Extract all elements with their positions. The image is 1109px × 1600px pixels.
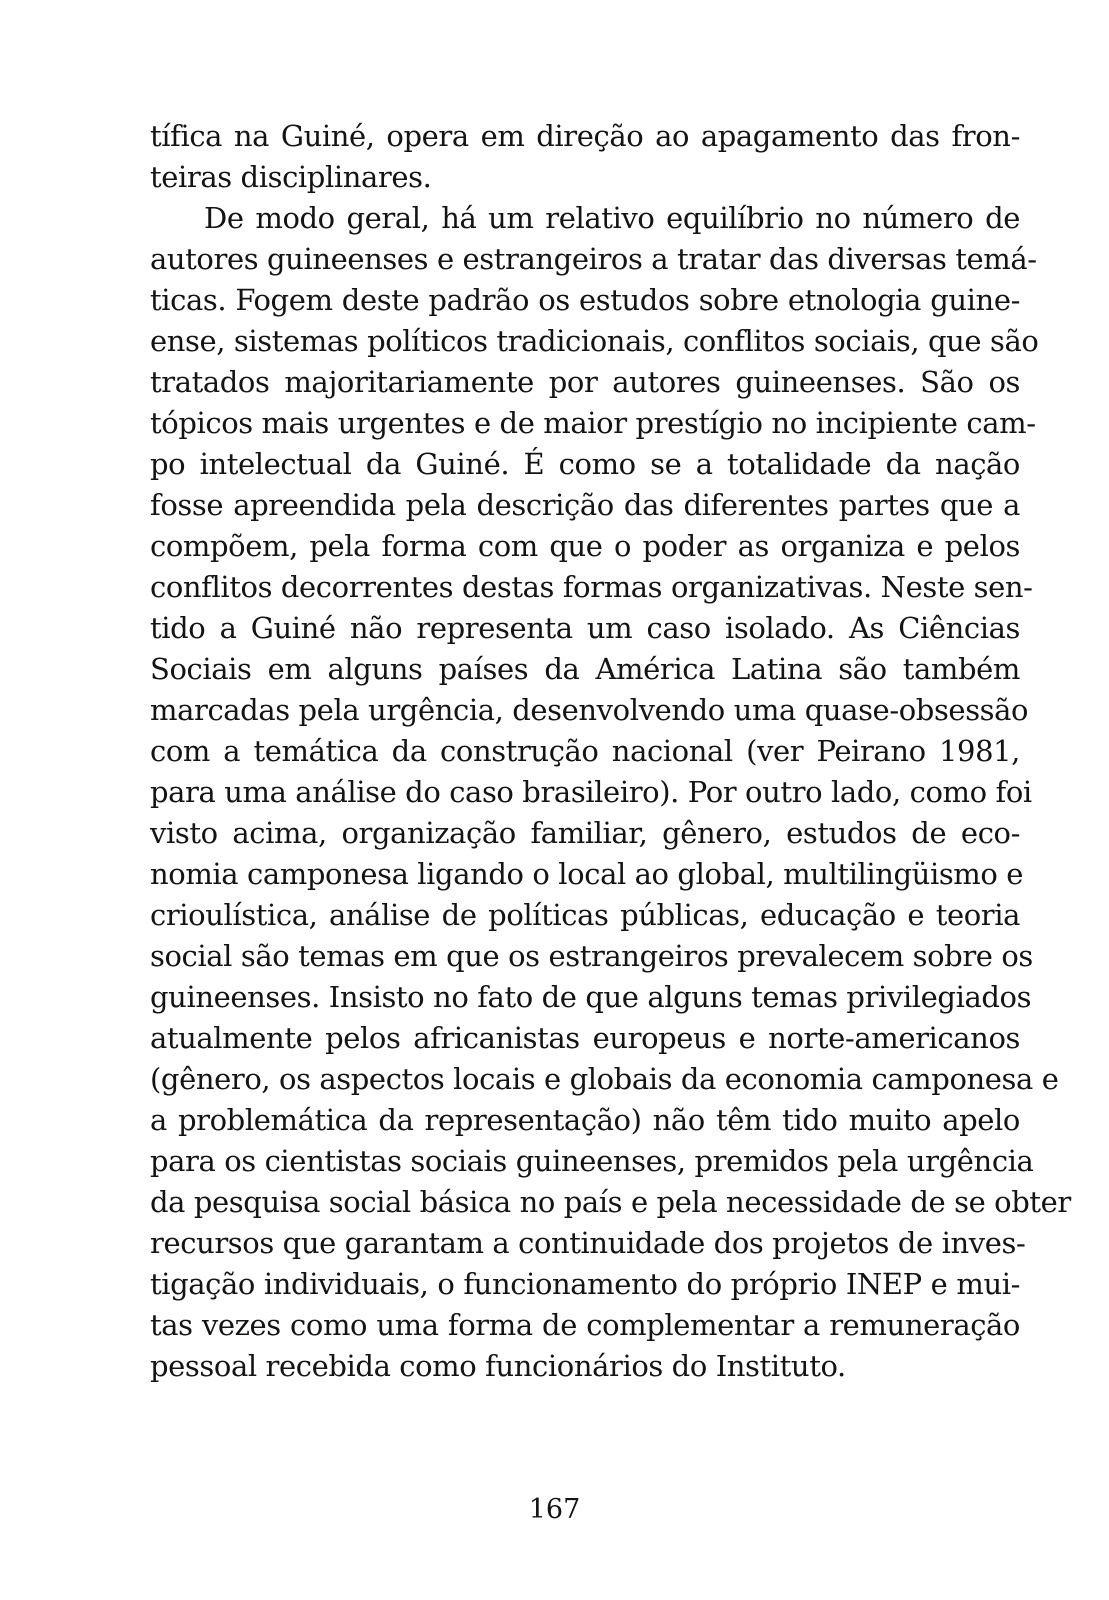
text-line: tópicos mais urgentes e de maior prestígio no incipiente cam- (150, 406, 1036, 440)
text-line: atualmente pelos africanistas europeus e norte-americanos (150, 1021, 1020, 1055)
text-line: visto acima, organização familiar, gênero, estudos de eco- (150, 816, 1020, 850)
text-line: marcadas pela urgência, desenvolvendo uma quase-obsessão (150, 693, 1029, 727)
page-number: 167 (528, 1494, 581, 1525)
text-line: a problemática da representação) não têm tido muito apelo (150, 1103, 1020, 1137)
text-line: tratados majoritariamente por autores guineenses. São os (150, 365, 1020, 399)
text-line: conflitos decorrentes destas formas organizativas. Neste sen- (150, 570, 1033, 604)
text-line: para os cientistas sociais guineenses, premidos pela urgência (150, 1144, 1034, 1178)
text-line: (gênero, os aspectos locais e globais da economia camponesa e (150, 1062, 1059, 1096)
text-line: tigação individuais, o funcionamento do próprio INEP e mui- (150, 1267, 1020, 1301)
text-line: compõem, pela forma com que o poder as organiza e pelos (150, 529, 1020, 563)
paragraph-first-line: De modo geral, há um relativo equilíbrio no número de (204, 201, 1020, 235)
text-line: po intelectual da Guiné. É como se a totalidade da nação (150, 447, 1020, 481)
text-line: para uma análise do caso brasileiro). Por outro lado, como foi (150, 775, 1032, 809)
text-line: nomia camponesa ligando o local ao global, multilingüismo e (150, 857, 1024, 891)
text-line: social são temas em que os estrangeiros prevalecem sobre os (150, 939, 1033, 973)
text-line: da pesquisa social básica no país e pela necessidade de se obter (150, 1185, 1071, 1219)
text-line: ense, sistemas políticos tradicionais, conflitos sociais, que são (150, 324, 1039, 358)
text-line: com a temática da construção nacional (ver Peirano 1981, (150, 734, 1020, 768)
text-line: tido a Guiné não representa um caso isolado. As Ciências (150, 611, 1020, 645)
text-line: fosse apreendida pela descrição das diferentes partes que a (150, 488, 1020, 522)
text-line: tas vezes como uma forma de complementar a remuneração (150, 1308, 1020, 1342)
text-line: autores guineenses e estrangeiros a tratar das diversas temá- (150, 242, 1037, 276)
text-line: Sociais em alguns países da América Latina são também (150, 652, 1020, 686)
text-line: guineenses. Insisto no fato de que alguns temas privilegiados (150, 980, 1032, 1014)
text-line: pessoal recebida como funcionários do Instituto. (150, 1349, 846, 1383)
text-line: crioulística, análise de políticas públicas, educação e teoria (150, 898, 1020, 932)
body-text (150, 116, 1071, 1387)
text-line: recursos que garantam a continuidade dos projetos de inves- (150, 1226, 1026, 1260)
text-line: tífica na Guiné, opera em direção ao apagamento das fron- (150, 119, 1020, 153)
text-line: ticas. Fogem deste padrão os estudos sobre etnologia guine- (150, 283, 1020, 317)
text-line: teiras disciplinares. (150, 160, 432, 194)
